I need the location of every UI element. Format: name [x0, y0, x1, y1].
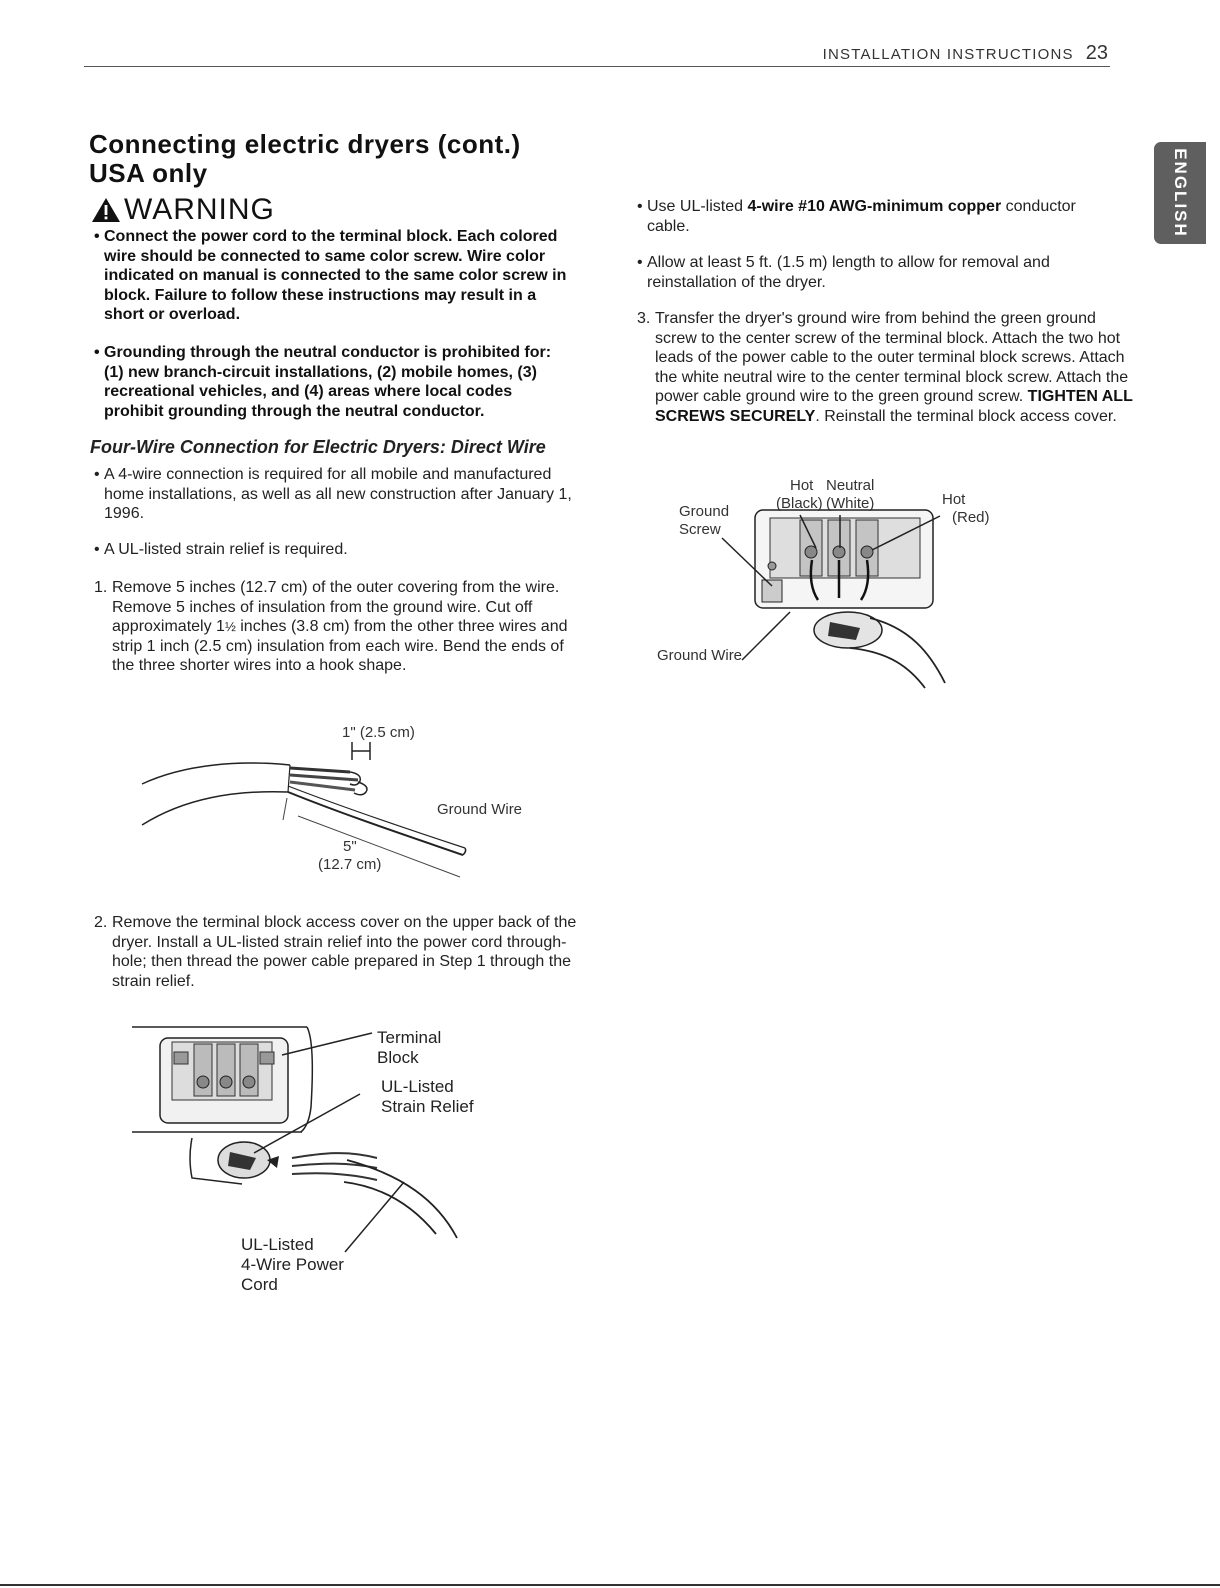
dim-5-inch-label: 5"	[343, 838, 357, 855]
language-tab	[1154, 142, 1206, 244]
label-line: Neutral	[826, 477, 875, 494]
step-number: 1.	[94, 579, 108, 596]
label-line: Block	[377, 1048, 419, 1067]
dim-1-inch-label: 1" (2.5 cm)	[342, 724, 415, 741]
step-fraction: ½	[224, 619, 236, 634]
power-cord-label	[241, 1235, 344, 1295]
label-line: Terminal	[377, 1028, 442, 1047]
step-2	[94, 913, 592, 991]
bullet-text: Allow at least 5 ft. (1.5 m) length to allow for removal and reinstallation of the dryer.	[647, 254, 1050, 291]
label-line: Screw	[679, 521, 721, 538]
step-bold-text: TIGHTEN ALL SCREWS SECURELY	[655, 388, 1133, 425]
label-line: (White)	[826, 495, 875, 512]
label-line: Ground	[679, 503, 730, 520]
warning-heading	[91, 193, 275, 227]
section-title-line2: USA only	[89, 158, 208, 188]
bullet-text: Use UL-listed	[647, 198, 748, 215]
ground-screw-label	[679, 503, 729, 539]
subsection-title: Four-Wire Connection for Electric Dryers: Direct Wire	[90, 437, 546, 457]
step-text: Remove 5 inches (12.7 cm) of the outer covering from the wire. Remove 5 inches of insulation from the ground wire. Cut off approximately 1	[112, 579, 560, 635]
warning-item-text: Grounding through the neutral conductor is prohibited for: (1) new branch-circuit installations, (2) mobile homes, (3) recreational vehicles, and (4) areas where local codes prohibit grounding through the neutral conductor.	[104, 344, 552, 420]
step-text: . Reinstall the terminal block access cover.	[815, 407, 1117, 425]
bullet-bold-text: 4-wire #10 AWG-minimum copper	[747, 198, 1002, 215]
warning-item: • Connect the power cord to the terminal block. Each colored wire should be connected to same color screw. Wire color indicated on manual is connected to the same color screw in block. Failure to follow these instructions may result in a short or overload.	[94, 228, 567, 323]
label-line: Hot	[942, 491, 966, 508]
step-3	[637, 309, 1135, 426]
step-text: inches (3.8 cm) from the other three wires and strip 1 inch (2.5 cm) insulation from each wire. Bend the ends of the three shorter wires into a hook shape.	[112, 618, 568, 674]
step-number: 3.	[637, 310, 651, 327]
hot-black-label	[776, 477, 823, 513]
label-line: Strain Relief	[381, 1097, 474, 1116]
label-line: (Black)	[776, 495, 823, 512]
hot-red-label	[942, 491, 990, 527]
bullet-text: A 4-wire connection is required for all mobile and manufactured home installations, as well as all new construction after January 1, 1996.	[104, 466, 572, 522]
label-line: 4-Wire Power	[241, 1255, 344, 1274]
header-section: INSTALLATION INSTRUCTIONS	[822, 46, 1074, 63]
step-1	[94, 578, 582, 676]
label-line: Hot	[790, 477, 814, 494]
language-tab-label: ENGLISH	[1171, 148, 1190, 238]
ground-wire-label: Ground Wire	[657, 647, 743, 664]
step-number: 2.	[94, 914, 108, 931]
label-line: UL-Listed	[241, 1235, 314, 1254]
section-title	[89, 130, 521, 188]
terminal-block-label	[377, 1028, 441, 1068]
strain-relief-label	[381, 1077, 474, 1117]
warning-item-text: Connect the power cord to the terminal block. Each colored wire should be connected to same color screw. Wire color indicated on manual is connected to the same color screw in block. Failure to follow these instructions may result in a short or overload.	[104, 228, 567, 323]
bottom-rule	[0, 1584, 1220, 1586]
warning-label: WARNING	[124, 193, 275, 226]
ground-wire-label: Ground Wire	[437, 801, 523, 818]
dim-12cm-label: (12.7 cm)	[318, 856, 382, 873]
length-bullet: • Allow at least 5 ft. (1.5 m) length to allow for removal and reinstallation of the dryer.	[637, 254, 1050, 291]
step-text: Remove the terminal block access cover on the upper back of the dryer. Install a UL-listed strain relief into the power cord through-hole; then thread the power cable prepared in Step 1 through the strain relief.	[112, 914, 577, 990]
bullet-text: conductor cable.	[647, 198, 1076, 235]
running-header	[823, 42, 1108, 65]
cable-bullet: • Use UL-listed 4-wire #10 AWG-minimum copper conductor cable.	[637, 198, 1076, 235]
header-rule	[84, 66, 1110, 67]
neutral-white-label	[826, 477, 874, 513]
bullet-item: • A UL-listed strain relief is required.	[94, 541, 348, 558]
warning-item: • Grounding through the neutral conductor is prohibited for: (1) new branch-circuit installations, (2) mobile homes, (3) recreational vehicles, and (4) areas where local codes prohibit grounding through the neutral conductor.	[94, 344, 552, 420]
section-title-line1: Connecting electric dryers (cont.)	[89, 129, 521, 159]
bullet-item: • A 4-wire connection is required for all mobile and manufactured home installations, as well as all new construction after January 1, 1996.	[94, 466, 572, 522]
step-text: Transfer the dryer's ground wire from behind the green ground screw to the center screw of the terminal block. Attach the two hot leads of the power cable to the outer terminal block screws. Attach the white neutral wire to the center terminal block screw. Attach the power cable ground wire to the green ground screw.	[655, 310, 1129, 405]
warning-triangle-icon	[91, 197, 121, 223]
label-line: (Red)	[952, 509, 990, 526]
page-number: 23	[1085, 42, 1108, 64]
bullet-text: A UL-listed strain relief is required.	[104, 541, 348, 558]
label-line: UL-Listed	[381, 1077, 454, 1096]
label-line: Cord	[241, 1275, 278, 1294]
